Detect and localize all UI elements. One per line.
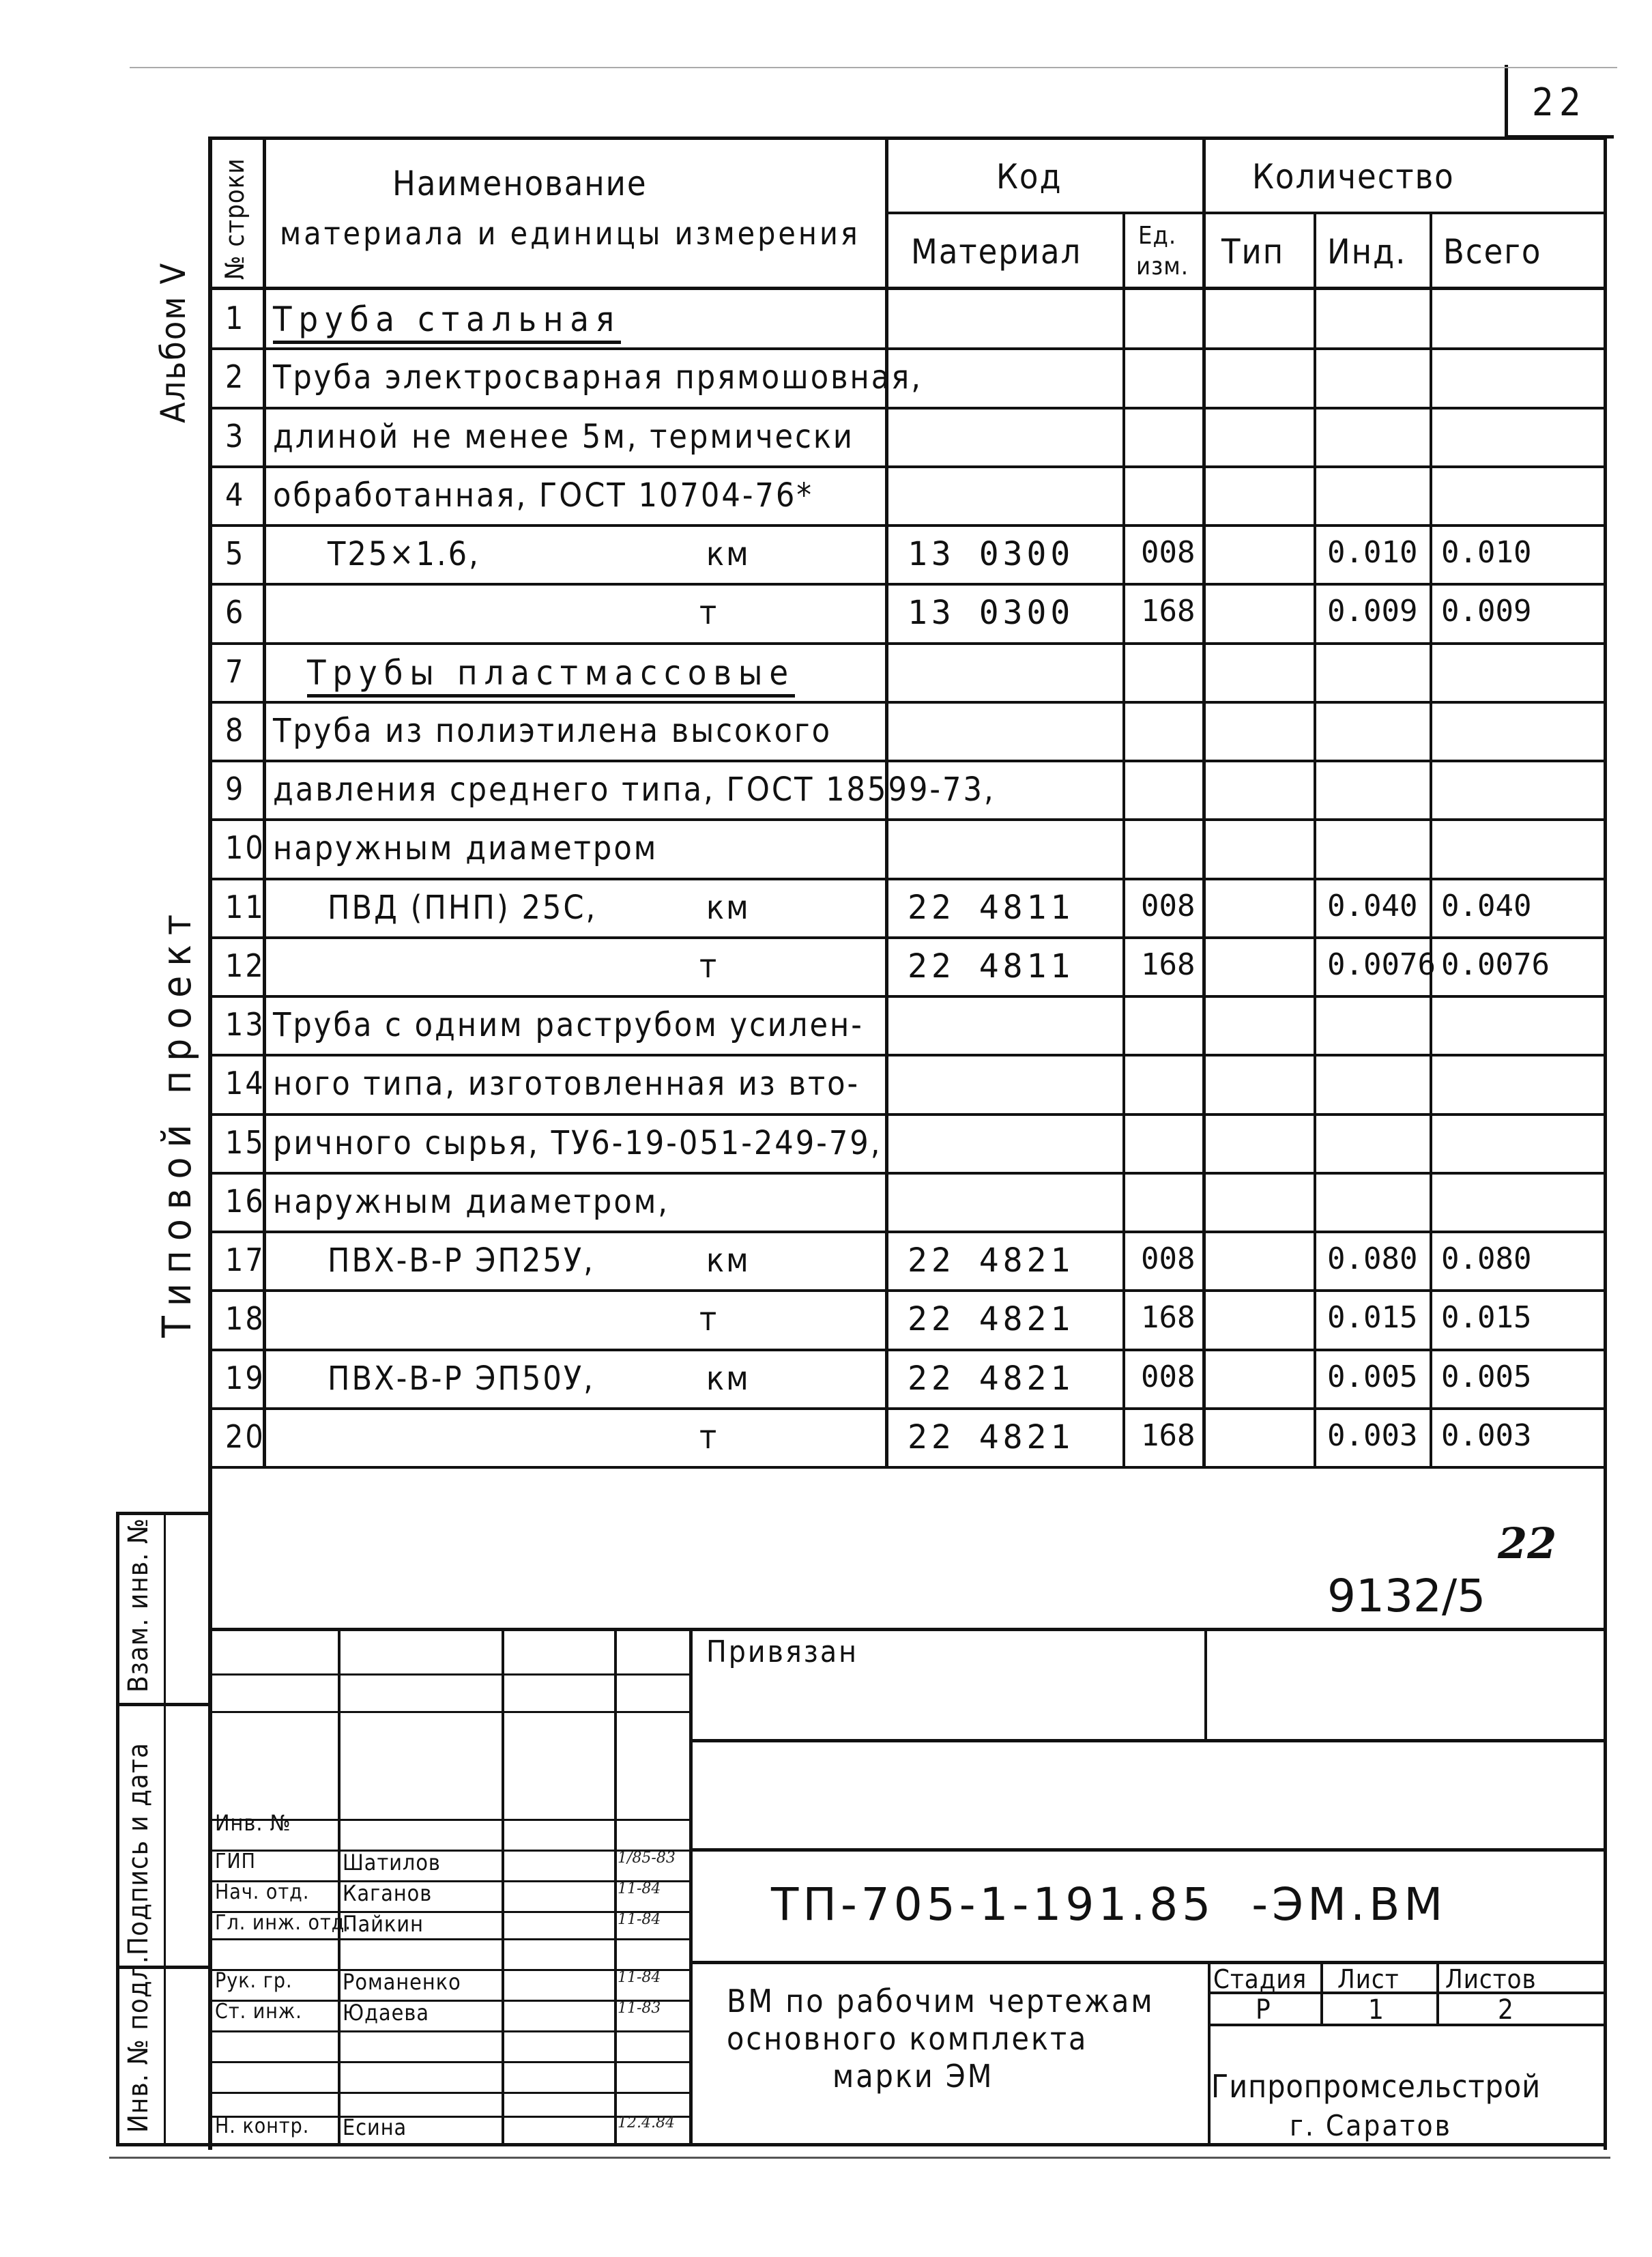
name-unit: т bbox=[699, 1300, 719, 1338]
row-number: 6 bbox=[225, 594, 246, 631]
unit-code: 168 bbox=[1141, 947, 1195, 982]
material-code: 22 4811 bbox=[908, 947, 1075, 986]
sheet-label: Лист bbox=[1337, 1964, 1400, 1994]
material-name: ного типа, изготовленная из вто- bbox=[273, 1065, 860, 1103]
material-name: ричного сырья, ТУ6-19-051-249-79, bbox=[273, 1124, 882, 1162]
doc-code: ТП-705-1-191.85 -ЭМ.ВМ bbox=[771, 1878, 1447, 1931]
quantity-header: Количество bbox=[1252, 157, 1455, 197]
ind-quantity: 0.010 bbox=[1327, 535, 1418, 570]
material-name: Труба с одним раструбом усилен- bbox=[273, 1006, 864, 1044]
row-number: 8 bbox=[225, 712, 246, 749]
name-unit: т bbox=[699, 947, 719, 986]
ind-quantity: 0.005 bbox=[1327, 1360, 1418, 1394]
organization-city: г. Саратов bbox=[1290, 2109, 1452, 2142]
code-header: Код bbox=[996, 157, 1062, 197]
row-number: 11 bbox=[225, 889, 265, 925]
name-unit: км bbox=[706, 1241, 751, 1280]
total-quantity: 0.040 bbox=[1441, 889, 1532, 923]
stamp-name: Шатилов bbox=[343, 1850, 441, 1875]
total-quantity: 0.009 bbox=[1441, 594, 1532, 629]
row-number: 4 bbox=[225, 476, 246, 513]
row-number: 2 bbox=[225, 358, 246, 395]
ind-quantity: 0.015 bbox=[1327, 1300, 1418, 1335]
row-number: 18 bbox=[225, 1300, 265, 1337]
project-label: Типовой проект bbox=[154, 904, 200, 1338]
material-code: 22 4811 bbox=[908, 889, 1075, 927]
unit-code: 168 bbox=[1141, 1300, 1195, 1335]
stamp-role: Н. контр. bbox=[215, 2114, 310, 2138]
unit-code: 008 bbox=[1141, 889, 1195, 923]
ind-quantity: 0.003 bbox=[1327, 1418, 1418, 1453]
material-name: наружным диаметром bbox=[273, 829, 658, 867]
unit-header-l1: Ед. bbox=[1138, 222, 1177, 250]
material-code: 22 4821 bbox=[908, 1360, 1075, 1398]
name-header-l1: Наименование bbox=[392, 164, 648, 203]
material-code: 22 4821 bbox=[908, 1300, 1075, 1338]
name-unit: т bbox=[699, 594, 719, 632]
handwritten-page: 22 bbox=[1498, 1519, 1557, 1568]
stage-label: Стадия bbox=[1213, 1964, 1307, 1994]
stamp-role: Ст. инж. bbox=[215, 2000, 302, 2024]
organization-name: Гипропромсельстрой bbox=[1211, 2068, 1541, 2105]
podpis-label: Подпись и дата bbox=[123, 1742, 154, 1955]
frame-left bbox=[208, 136, 212, 2150]
unit-code: 168 bbox=[1141, 594, 1195, 629]
name-unit: км bbox=[706, 889, 751, 927]
stage-value: Р bbox=[1256, 1994, 1271, 2026]
ind-header: Инд. bbox=[1327, 232, 1407, 272]
sheets-value: 2 bbox=[1498, 1994, 1514, 2026]
unit-code: 008 bbox=[1141, 535, 1195, 570]
total-header: Всего bbox=[1443, 232, 1542, 272]
material-name: длиной не менее 5м, термически bbox=[273, 418, 854, 456]
stamp-role: ГИП bbox=[215, 1850, 256, 1873]
row-number: 7 bbox=[225, 653, 246, 690]
privyazan-label: Привязан bbox=[706, 1635, 858, 1669]
page-number: 22 bbox=[1532, 81, 1587, 125]
total-quantity: 0.080 bbox=[1441, 1241, 1532, 1276]
ind-quantity: 0.040 bbox=[1327, 889, 1418, 923]
row-number: 5 bbox=[225, 535, 246, 572]
row-number: 19 bbox=[225, 1360, 265, 1396]
material-name: ПВХ-В-Р ЭП25У, bbox=[328, 1241, 595, 1280]
material-code: 13 0300 bbox=[908, 535, 1075, 573]
material-code: 22 4821 bbox=[908, 1418, 1075, 1456]
row-number: 13 bbox=[225, 1006, 265, 1043]
stamp-name: Пайкин bbox=[343, 1911, 424, 1937]
unit-header-l2: изм. bbox=[1136, 253, 1189, 281]
ind-quantity: 0.0076 bbox=[1327, 947, 1436, 982]
row-number: 10 bbox=[225, 829, 265, 866]
row-no-header: № строки bbox=[220, 158, 250, 280]
material-code: 13 0300 bbox=[908, 594, 1075, 632]
row-number: 17 bbox=[225, 1241, 265, 1278]
stamp-date: 11-84 bbox=[618, 1880, 661, 1897]
title-line-1: ВМ по рабочим чертежам bbox=[727, 1983, 1155, 2019]
ind-quantity: 0.080 bbox=[1327, 1241, 1418, 1276]
album-label: Альбом V bbox=[154, 261, 193, 423]
material-name: давления среднего типа, ГОСТ 18599-73, bbox=[273, 771, 996, 809]
row-number: 9 bbox=[225, 771, 246, 807]
sheets-label: Листов bbox=[1445, 1964, 1537, 1994]
title-line-3: марки ЭМ bbox=[832, 2058, 994, 2095]
stamp-date: 11-83 bbox=[618, 2000, 661, 2017]
total-quantity: 0.0076 bbox=[1441, 947, 1550, 982]
total-quantity: 0.010 bbox=[1441, 535, 1532, 570]
total-quantity: 0.005 bbox=[1441, 1360, 1532, 1394]
material-name: Труба электросварная прямошовная, bbox=[273, 358, 923, 397]
stamp-name: Каганов bbox=[343, 1880, 433, 1906]
material-name: обработанная, ГОСТ 10704-76* bbox=[273, 476, 813, 515]
stamp-date: 11-84 bbox=[618, 1911, 661, 1928]
material-name: ПВХ-В-Р ЭП50У, bbox=[328, 1360, 595, 1398]
unit-code: 008 bbox=[1141, 1241, 1195, 1276]
row-number: 15 bbox=[225, 1124, 265, 1161]
material-code: 22 4821 bbox=[908, 1241, 1075, 1280]
tip-header: Тип bbox=[1221, 232, 1285, 272]
material-name: Т25×1.6, bbox=[328, 535, 480, 573]
total-quantity: 0.003 bbox=[1441, 1418, 1532, 1453]
row-number: 3 bbox=[225, 418, 246, 455]
name-unit: т bbox=[699, 1418, 719, 1456]
row-number: 16 bbox=[225, 1183, 265, 1220]
row-number: 12 bbox=[225, 947, 265, 984]
row-number: 14 bbox=[225, 1065, 265, 1102]
vzam-inv-label: Взам. инв. № bbox=[123, 1517, 154, 1693]
stamp-role: Нач. отд. bbox=[215, 1880, 310, 1904]
stamp-date: 11-84 bbox=[618, 1969, 661, 1986]
row-number: 1 bbox=[225, 300, 246, 336]
stamp-date: 12.4.84 bbox=[618, 2114, 675, 2131]
total-quantity: 0.015 bbox=[1441, 1300, 1532, 1335]
stamp-name: Юдаева bbox=[343, 2000, 429, 2026]
material-name: ПВД (ПНП) 25С, bbox=[328, 889, 598, 927]
inv-podl-label: Инв. № подл. bbox=[123, 1955, 154, 2133]
name-unit: км bbox=[706, 535, 751, 573]
material-name: Трубы пластмассовые bbox=[307, 653, 795, 698]
material-name: Труба стальная bbox=[273, 300, 621, 344]
stamp-role: Рук. гр. bbox=[215, 1969, 293, 1993]
stamp-role: Гл. инж. отд. bbox=[215, 1911, 351, 1935]
material-name: Труба из полиэтилена высокого bbox=[273, 712, 832, 750]
title-line-2: основного комплекта bbox=[727, 2020, 1088, 2057]
stamp-name: Есина bbox=[343, 2114, 407, 2140]
name-unit: км bbox=[706, 1360, 751, 1398]
row-number: 20 bbox=[225, 1418, 265, 1455]
sheet-value: 1 bbox=[1368, 1994, 1385, 2026]
handwritten-code: 9132/5 bbox=[1327, 1570, 1486, 1622]
stamp-name: Романенко bbox=[343, 1969, 461, 1995]
name-header-l2: материала и единицы измерения bbox=[280, 215, 860, 252]
unit-code: 008 bbox=[1141, 1360, 1195, 1394]
inv-no-label: Инв. № bbox=[215, 1810, 291, 1836]
material-name: наружным диаметром, bbox=[273, 1183, 670, 1221]
material-header: Материал bbox=[911, 232, 1082, 272]
ind-quantity: 0.009 bbox=[1327, 594, 1418, 629]
stamp-date: 1/85-83 bbox=[618, 1850, 676, 1867]
unit-code: 168 bbox=[1141, 1418, 1195, 1453]
